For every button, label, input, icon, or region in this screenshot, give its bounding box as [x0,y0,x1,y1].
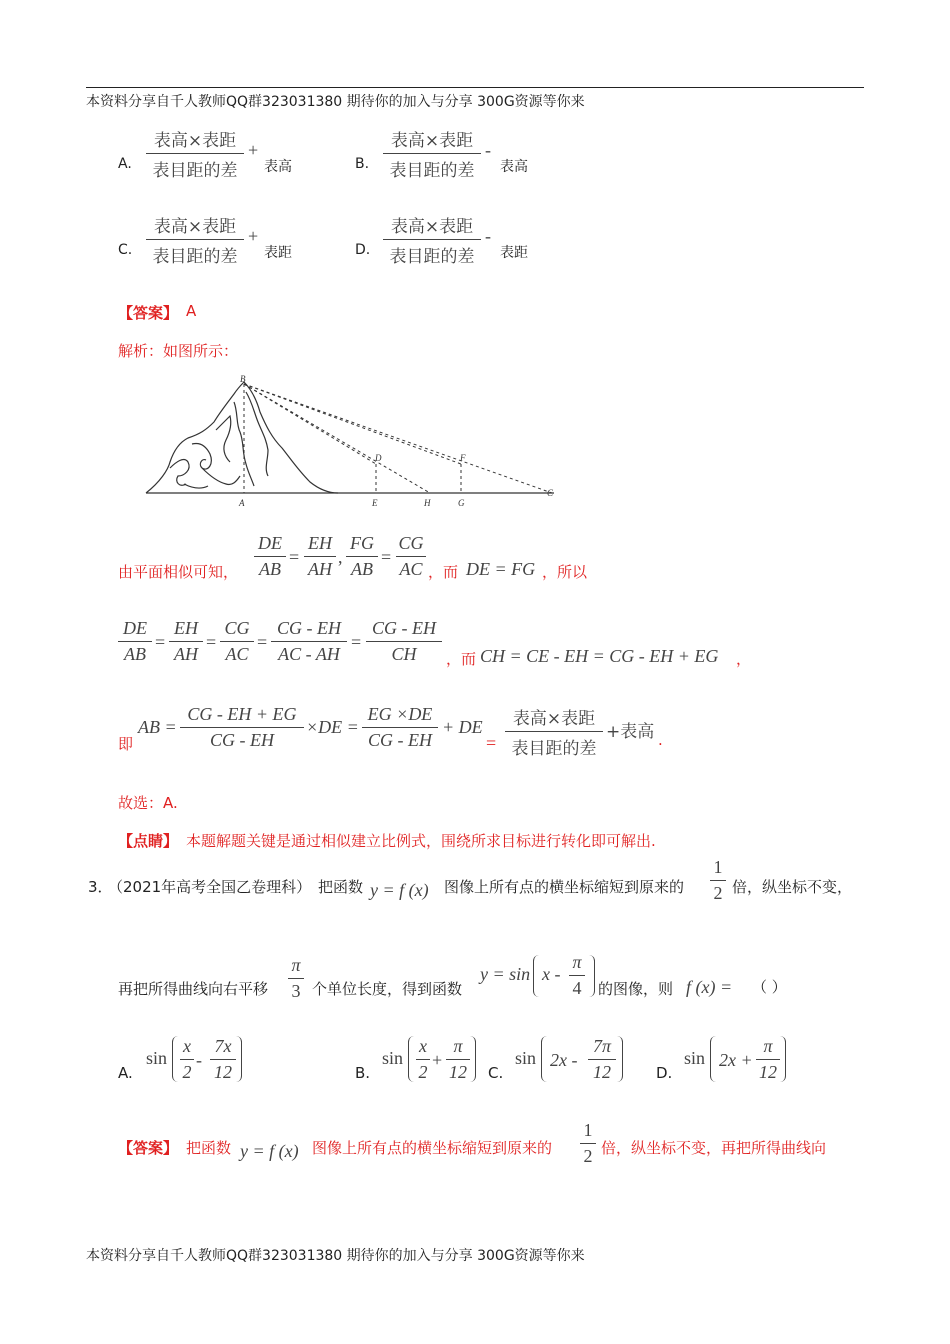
q3-pi-over-4: π 4 [569,952,585,999]
option-b-op: - [485,140,491,160]
q3-option-b-letter: B. [355,1064,371,1082]
option-c-op: + [248,226,259,246]
line3-times: ×DE = [306,717,359,737]
option-b-fraction [383,126,481,181]
line1-suffix: ，所以 [542,563,588,581]
mountain-figure [140,372,570,512]
option-d-num: 表高×表距 [390,217,474,237]
line2-eq: CH = CE - EH = CG - EH + EG [480,646,719,666]
q3-fx: y = f (x) [370,880,429,900]
option-b-letter: B. [355,156,370,172]
frac-line3-b: EG ×DE CG - EH [362,704,438,751]
option-c-num: 表高×表距 [153,217,237,237]
q3-option-c-sin: sin [515,1048,537,1068]
q3-answer-label: 【答案】 [118,1139,179,1157]
q3-option-b-sin: sin [382,1048,404,1068]
q3-blank: （ ） [752,978,787,996]
note-text: 本题解题关键是通过相似建立比例式，围绕所求目标进行转化即可解出. [186,832,656,850]
q3-answer-fx: y = f (x) [240,1141,299,1161]
answer-value: A [186,302,197,320]
line1-mid: ，而 [428,563,459,581]
answer-label: 【答案】 [118,304,179,322]
q3-text4: 再把所得曲线向右平移 [118,980,269,998]
line3-plus-de: + DE [442,717,483,737]
q3-fx-eq: f (x) = [686,977,733,997]
page-header: 本资料分享自千人教师QQ群323031380 期待你的加入与分享 300G资源等你来 [86,94,585,110]
analysis-intro: 解析：如图所示： [118,342,239,360]
q3-text5: 个单位长度，得到函数 [312,980,463,998]
frac-de-ab: DE AB [254,533,286,580]
q3-option-d-letter: D. [656,1064,673,1082]
page-footer: 本资料分享自千人教师QQ群323031380 期待你的加入与分享 300G资源等你来 [86,1248,585,1264]
q3-pi-over-3: π 3 [288,955,304,1002]
option-b-den: 表目距的差 [389,161,475,181]
q3-answer-text1: 把函数 [186,1139,232,1157]
option-a-den: 表目距的差 [152,161,238,181]
label-d: D [375,453,382,463]
q3-text2: 图像上所有点的横坐标缩短到原来的 [444,878,685,896]
line2-end: ， [736,650,752,668]
line3-prefix: 即 [118,735,134,753]
option-a-op: + [248,140,259,160]
option-c-tail: 表距 [264,245,292,261]
label-g: G [458,498,465,508]
frac-line3-c: 表高×表距 表目距的差 [505,704,603,759]
option-d-letter: D. [355,242,371,258]
q3-option-d-sin: sin [684,1048,706,1068]
label-e: E [372,498,378,508]
q3-half: 1 2 [710,857,726,904]
option-b-num: 表高×表距 [390,131,474,151]
label-f: F [460,453,466,463]
q3-option-c-letter: C. [488,1064,504,1082]
frac-eh-ah: EH AH [304,533,336,580]
option-b-tail: 表高 [500,159,528,175]
q3-text3: 倍，纵坐标不变， [732,878,853,896]
label-a: A [239,498,245,508]
option-a-letter: A. [118,156,132,172]
line3-period: . [658,731,663,749]
q3-x-minus: x - [542,964,561,984]
q3-ysin: y = sin [480,964,531,984]
q3-number: 3． [88,878,113,896]
q3-answer-text2: 图像上所有点的横坐标缩短到原来的 [312,1139,553,1157]
option-a-fraction [146,126,244,181]
label-h: H [424,498,431,508]
frac-line3-a: CG - EH + EG CG - EH [180,704,304,751]
frac-cg-ac: CG AC [396,533,426,580]
label-b: B [240,374,246,384]
q3-text1: 把函数 [318,878,364,896]
option-c-fraction [146,212,244,267]
option-d-fraction [383,212,481,267]
option-a-tail: 表高 [264,159,292,175]
line3-ab: AB = [138,717,177,737]
choose-text: 故选：A. [118,794,178,812]
q3-option-a-letter: A. [118,1064,133,1082]
q3-option-a-sin: sin [146,1048,168,1068]
option-a-num: 表高×表距 [153,131,237,151]
line1-prefix: 由平面相似可知， [118,563,239,581]
header-rule [86,87,864,88]
frac-fg-ab: FG AB [346,533,378,580]
option-c-letter: C. [118,242,133,258]
option-d-op: - [485,226,491,246]
note-label: 【点睛】 [118,832,179,850]
q3-answer-half: 1 2 [580,1120,596,1167]
line1-eq: DE = FG [466,559,536,579]
label-c: C [547,488,554,498]
q3-text6: 的图像，则 [598,980,674,998]
option-d-tail: 表距 [500,245,528,261]
option-c-den: 表目距的差 [152,247,238,267]
line3-plus-tail: +表高 [606,722,655,742]
line2-mid: ，而 [446,650,477,668]
option-d-den: 表目距的差 [389,247,475,267]
q3-source: （2021年高考全国乙卷理科） [108,878,312,896]
line3-eq-red: = [486,733,497,753]
q3-answer-text3: 倍，纵坐标不变，再把所得曲线向 [601,1139,827,1157]
